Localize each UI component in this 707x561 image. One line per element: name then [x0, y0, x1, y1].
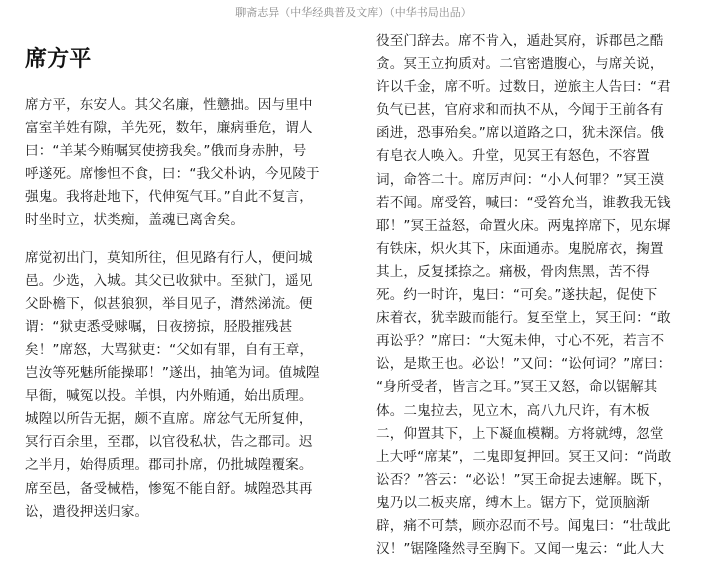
book-header: 聊斋志异（中华经典普及文库）（中华书局出品） [235, 6, 472, 19]
text-line: 耶！”冥王益怒，命置火床。两鬼捽席下，见东墀 [376, 217, 671, 234]
text-line: 席觉初出门，莫知所往，但见路有行人，便问城 [25, 249, 313, 266]
text-line: 冥行百余里，至郡，以官役私状，告之郡司。迟 [25, 434, 313, 451]
text-line: 讼，是欺王也。必讼！”又问：“讼何词？”席曰： [376, 356, 672, 373]
text-line: 二，仰置其下，上下凝血模糊。方将就缚，忽堂 [376, 425, 664, 442]
text-line: 役至门辞去。席不肯入，遁赴冥府，诉郡邑之酷 [376, 33, 664, 49]
text-line: 若不闻。席受笞，喊曰：“受笞允当，谁教我无钱 [376, 194, 671, 211]
text-line: 有铁床，炽火其下，床面通赤。鬼脱席衣，掬置 [376, 240, 664, 257]
text-line: 谓：“狱吏悉受赇嘱，日夜搒掠，胫股摧残甚 [25, 318, 293, 335]
text-line: 之半月，始得质理。郡司扑席，仍批城隍覆案。 [25, 457, 313, 474]
text-line: 有皂衣人唤入。升堂，见冥王有怒色，不容置 [376, 148, 650, 165]
left-column [25, 44, 345, 524]
text-line: 时坐时立，状类痴，盖魂已离舍矣。 [25, 212, 245, 229]
text-line: 邑。少选，入城。其父已收狱中。至狱门，遥见 [25, 272, 313, 289]
paragraph-gap [25, 233, 345, 247]
text-line: 讼，遣役押送归家。 [25, 503, 149, 520]
text-line: 辟，痛不可禁，顾亦忍而不号。闻鬼曰：“壮哉此 [376, 517, 671, 534]
text-line: 席至邑，备受械梏，惨冤不能自舒。城隍恐其再 [25, 480, 313, 497]
text-line: 负气已甚，官府求和而执不从，今闻于王前各有 [376, 102, 664, 119]
text-line: 上大呼“席某”，二鬼即复押回。冥王又问：“尚敢 [376, 448, 672, 465]
text-line: 其上，反复揉捺之。痛极，骨肉焦黑，苦不得 [376, 263, 650, 280]
text-line: 早衙，喊冤以投。羊惧，内外贿通，始出质理。 [25, 388, 313, 405]
right-column [376, 30, 688, 561]
text-line: 贪。冥王立拘质对。二官密遣腹心，与席关说， [376, 56, 664, 73]
text-line: 呼遂死。席惨怛不食，曰：“我父朴讷，今见陵于 [25, 166, 320, 183]
text-line: “身所受者，皆言之耳。”冥王又怒，命以锯解其 [376, 379, 658, 396]
text-line: 矣！”席怒，大骂狱吏：“父如有罪，自有王章， [25, 341, 314, 358]
text-line: 床着衣，犹幸跛而能行。复至堂上，冥王问：“敢 [376, 310, 671, 327]
text-line: 许以千金，席不听。过数日，逆旅主人告曰：“君 [376, 79, 671, 96]
text-line: 鬼乃以二板夹席，缚木上。锯方下，觉顶脑渐 [376, 494, 650, 511]
text-line: 再讼乎？”席曰：“大冤未伸，寸心不死，若言不 [376, 333, 665, 350]
text-line: 死。约一时许，鬼曰：“可矣。”遂扶起，促使下 [376, 287, 658, 304]
text-line: 席方平，东安人。其父名廉，性戆拙。因与里中 [25, 97, 313, 113]
text-line: 父卧檐下，似甚狼狈，举目见子，潸然涕流。便 [25, 295, 313, 312]
text-line: 富室羊姓有隙，羊先死，数年，廉病垂危，谓人 [25, 120, 313, 137]
paragraph-1 [25, 94, 345, 233]
text-line: 体。二鬼拉去，见立木，高八九尺许，有木板 [376, 402, 650, 419]
text-line: 函进，恐事殆矣。”席以道路之口，犹未深信。俄 [376, 125, 664, 142]
text-line: 岂汝等死魅所能操耶！”遂出，抽笔为词。值城隍 [25, 365, 320, 382]
text-line: 讼否？”答云：“必讼！”冥王命捉去速解。既下， [376, 471, 672, 488]
text-line: 汉！”锯隆隆然寻至胸下。又闻一鬼云：“此人大 [376, 541, 665, 558]
text-line: 城隍以所告无据，颇不直席。席忿气无所复伸， [25, 411, 313, 428]
paragraph-2 [25, 247, 345, 524]
continued-paragraph [376, 30, 688, 561]
chapter-title: 席方平 [25, 47, 92, 72]
text-line: 词，命答二十。席厉声问：“小人何罪？”冥王漠 [376, 171, 665, 188]
text-line: 曰：“羊某今贿嘱冥使搒我矣。”俄而身赤肿，号 [25, 143, 307, 160]
text-line: 强鬼。我将赴地下，代伸冤气耳。”自此不复言， [25, 189, 313, 206]
